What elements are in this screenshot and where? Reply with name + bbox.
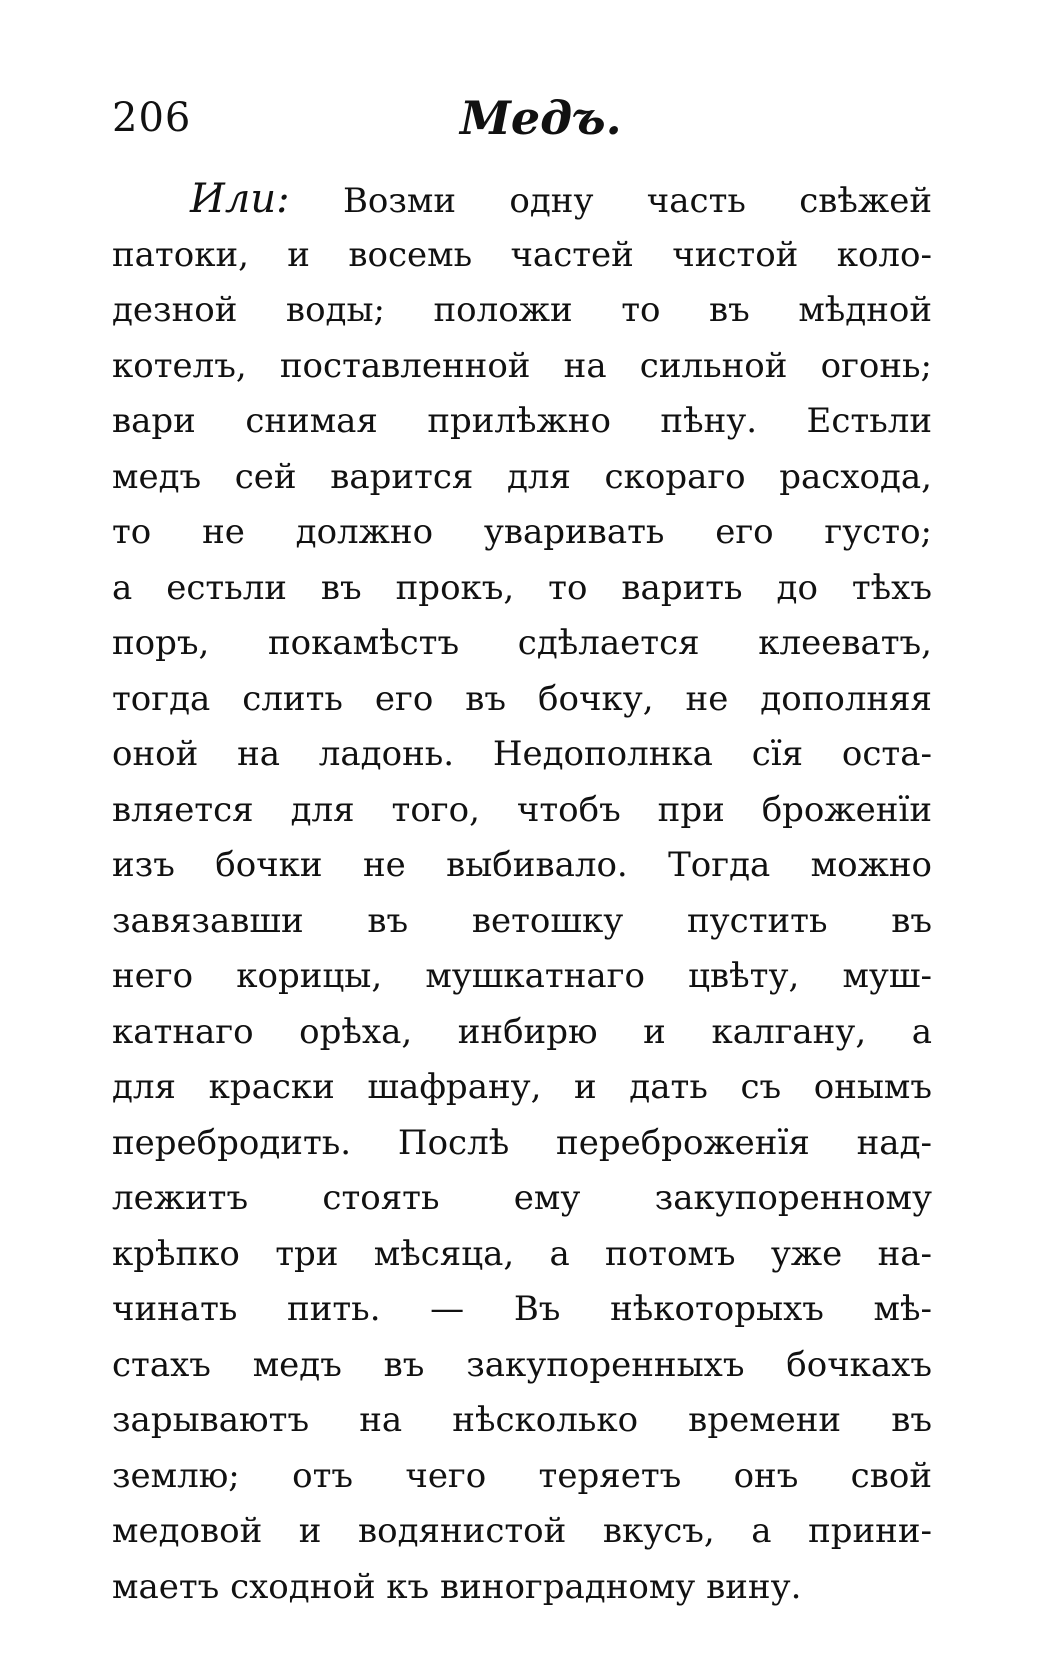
text-line: вари снимая прилѣжно пѣну. Естьли bbox=[112, 401, 932, 441]
body-text bbox=[112, 172, 932, 1615]
text-line: вляется для того, чтобъ при броженїи bbox=[112, 789, 932, 830]
lead-word: Или: bbox=[190, 176, 290, 222]
text-line: поръ, покамѣстъ сдѣлается клееватъ, bbox=[112, 623, 932, 663]
text-line: тогда слить его въ бочку, не дополняя bbox=[112, 678, 932, 719]
text-line: дезной воды; положи то въ мѣдной bbox=[112, 290, 932, 330]
text-line: медъ сей варится для скораго расхода, bbox=[112, 456, 932, 497]
text-line: котелъ, поставленной на сильной огонь; bbox=[112, 345, 932, 386]
text-line: а естьли въ прокъ, то варить до тѣхъ bbox=[112, 567, 932, 608]
text-line: землю; отъ чего теряетъ онъ свой bbox=[112, 1455, 932, 1496]
text-line: перебродить. Послѣ переброженїя над- bbox=[112, 1122, 932, 1163]
text-line: для краски шафрану, и дать съ онымъ bbox=[112, 1067, 932, 1107]
text-line: чинать пить. — Въ нѣкоторыхъ мѣ- bbox=[112, 1289, 932, 1329]
text-line: медовой и водянистой вкусъ, а прини- bbox=[112, 1511, 932, 1551]
text-line: стахъ медъ въ закупоренныхъ бочкахъ bbox=[112, 1344, 932, 1385]
text-line: патоки, и восемь частей чистой коло- bbox=[112, 234, 932, 275]
running-head: Медъ. bbox=[460, 91, 622, 145]
text-line: катнаго орѣха, инбирю и калгану, а bbox=[112, 1011, 932, 1052]
text-line-content: Возми одну часть свѣжей bbox=[342, 181, 932, 221]
text-line: изъ бочки не выбивало. Тогда можно bbox=[112, 845, 932, 885]
text-line: лежитъ стоять ему закупоренному bbox=[112, 1178, 932, 1218]
text-line: крѣпко три мѣсяца, а потомъ уже на- bbox=[112, 1233, 932, 1274]
text-line: зарываютъ на нѣсколько времени въ bbox=[112, 1400, 932, 1440]
text-line: то не должно уваривать его густо; bbox=[112, 512, 932, 552]
text-line bbox=[112, 172, 932, 228]
text-line: маетъ сходной къ виноградному вину. bbox=[112, 1566, 802, 1607]
page-number: 206 bbox=[112, 95, 192, 141]
text-line: завязавши въ ветошку пустить въ bbox=[112, 900, 932, 941]
text-line: оной на ладонь. Недополнка сїя оста- bbox=[112, 734, 932, 774]
text-line: него корицы, мушкатнаго цвѣту, муш- bbox=[112, 956, 932, 996]
page-header bbox=[112, 88, 932, 148]
